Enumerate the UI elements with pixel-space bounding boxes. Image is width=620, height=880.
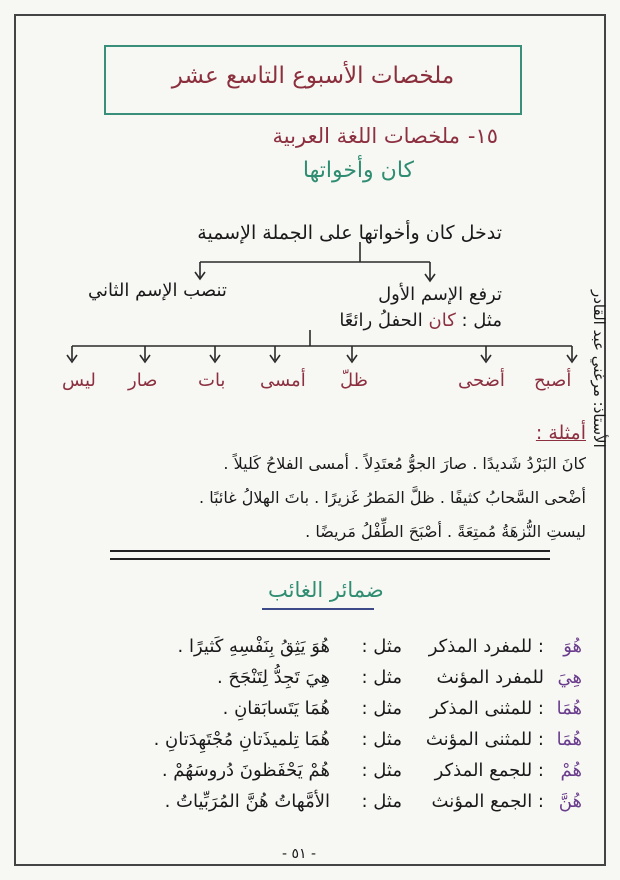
section-number: ١٥- <box>467 124 498 148</box>
section-heading: ملخصات اللغة العربية <box>272 124 460 148</box>
pronoun: هُمَا <box>556 698 582 719</box>
pronoun-example: الأمَّهاتُ هُنَّ المُرَبِّياتُ . <box>164 791 330 812</box>
pronoun-desc: : للمثنى المذكر <box>429 698 544 719</box>
example-verb: كان <box>428 310 456 331</box>
pronoun-row <box>0 667 620 697</box>
author-name: الأستاذ: مرغني عبد القادر <box>590 290 608 448</box>
pronoun: هُمْ <box>560 760 582 781</box>
pronoun-desc: : للمثنى المؤنث <box>425 729 544 750</box>
rule-right: ترفع الإسم الأول <box>378 284 502 305</box>
example-label: مثل : <box>361 667 402 688</box>
example-label: مثل : <box>361 729 402 750</box>
example-line-1: كانَ البَرْدُ شَديدًا . صارَ الجوُّ مُعتَدِلاً . أمسى الفلاحُ كَليلاً . <box>223 454 586 473</box>
pronoun-example: هُمَا يَتَسابَقانِ . <box>222 698 330 719</box>
example-label: مثل : <box>361 760 402 781</box>
pronoun-example: هُمْ يَحْفَظونَ دُروسَهُمْ . <box>161 760 330 781</box>
verb-bata: بات <box>198 370 226 391</box>
pronoun-row <box>0 791 620 821</box>
example-rest: الحفلُ رائعًا <box>339 310 423 331</box>
pronoun: هِيَ <box>557 667 582 688</box>
pronoun-example: هُمَا تِلميذَتانِ مُجْتَهِدَتانِ . <box>153 729 330 750</box>
pronoun: هُمَا <box>556 729 582 750</box>
example-label: مثل : <box>461 310 502 331</box>
verb-laysa: ليس <box>62 370 96 391</box>
verb-amsa: أمسى <box>260 370 306 391</box>
pronoun: هُوَ <box>563 636 582 657</box>
pronouns-heading-underline <box>262 608 374 610</box>
pronouns-heading: ضمائر الغائب <box>268 578 384 602</box>
verb-asbaha: أصبح <box>534 370 572 391</box>
verb-zalla: ظلّ <box>340 370 368 391</box>
pronoun-desc: : للجمع المذكر <box>434 760 544 781</box>
verb-adha: أضحى <box>458 370 505 391</box>
example-line-2: أضْحى السَّحابُ كثيفًا . ظلَّ المَطرُ غَزيرًا . باتَ الهلالُ غائبًا . <box>199 488 586 507</box>
page-number: - ٥١ - <box>282 846 317 862</box>
section-divider <box>110 550 550 560</box>
pronoun-example: هِيَ تَجِدُّ لِتَنْجَحَ . <box>216 667 330 688</box>
example-label: مثل : <box>361 698 402 719</box>
pronoun-row <box>0 698 620 728</box>
pronoun-row <box>0 636 620 666</box>
pronoun: هُنَّ <box>558 791 582 812</box>
pronoun-example: هُوَ يَثِقُ بِنَفْسِهِ كَثيرًا . <box>177 636 330 657</box>
verb-sara: صار <box>128 370 158 391</box>
rule-left: تنصب الإسم الثاني <box>88 280 227 301</box>
example-label: مثل : <box>361 791 402 812</box>
intro-text: تدخل كان وأخواتها على الجملة الإسمية <box>197 222 502 244</box>
pronoun-row <box>0 760 620 790</box>
pronoun-desc: : للمفرد المذكر <box>428 636 544 657</box>
page-title: ملخصات الأسبوع التاسع عشر <box>171 63 455 89</box>
pronoun-desc: : الجمع المؤنث <box>431 791 544 812</box>
example-line-3: ليستِ النُّزهَةُ مُمتِعَةً . أصْبَحَ الطِّفْلُ مَريضًا . <box>305 522 586 541</box>
pronoun-row <box>0 729 620 759</box>
topic-title: كان وأخواتها <box>302 158 414 183</box>
example-label: مثل : <box>361 636 402 657</box>
pronoun-desc: للمفرد المؤنث <box>436 667 544 688</box>
examples-heading: أمثلة : <box>535 422 586 444</box>
